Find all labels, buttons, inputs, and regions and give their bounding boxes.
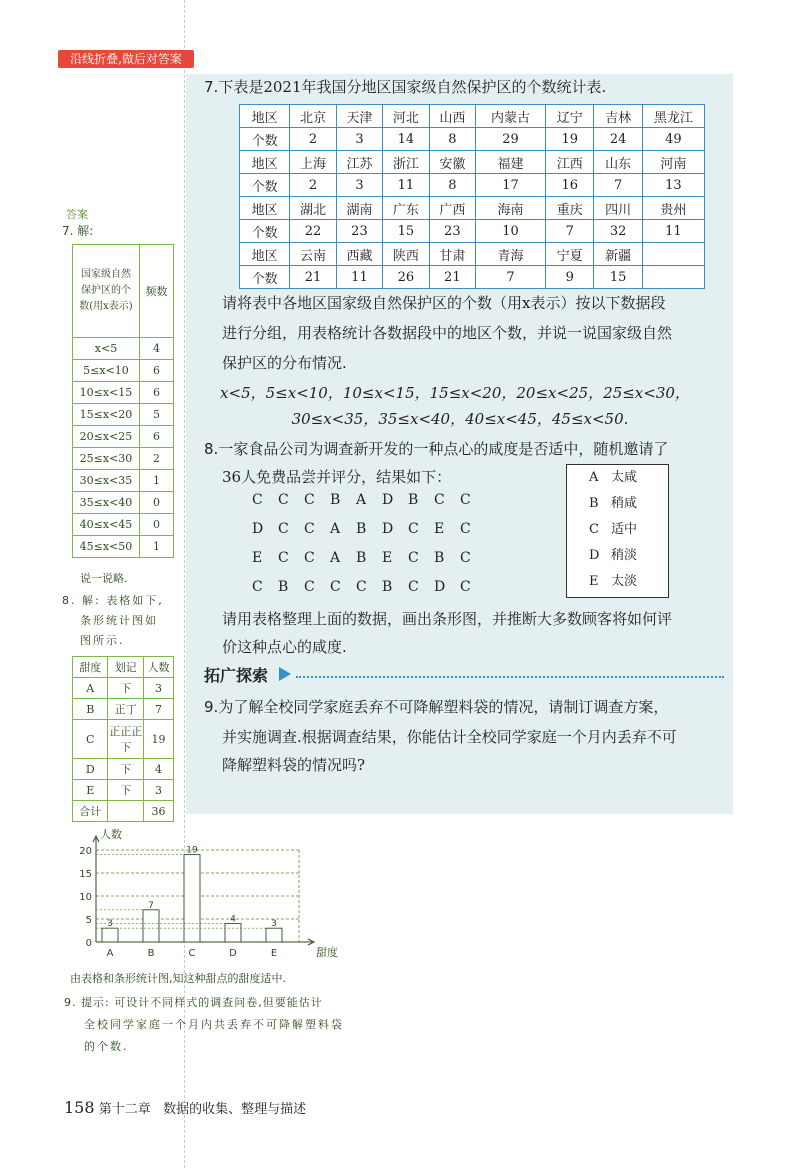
q8-grid-row — [252, 579, 486, 595]
q7-cell: 14 — [383, 128, 429, 151]
answer-7-row — [73, 426, 174, 448]
chart-data-label: 4 — [230, 914, 236, 925]
chart-data-label: 3 — [107, 919, 113, 930]
answer-8-cell: C — [73, 720, 108, 759]
answer-7-row — [73, 448, 174, 470]
answer-8-cell: 合计 — [73, 801, 108, 822]
q8-legend-item — [567, 465, 668, 491]
answer-8-conclusion: 由表格和条形统计图,知这种甜点的甜度适中. — [70, 972, 286, 985]
q8-grid-letter: D — [382, 521, 394, 537]
answer-7-frequency: 1 — [140, 536, 174, 558]
q8-grid-letter: C — [408, 550, 419, 566]
answer-8-cell: 下 — [108, 759, 143, 780]
chart-category-label: B — [147, 948, 155, 959]
q8-end-1: 请用表格整理上面的数据，画出条形图，并推断大多数顾客将如何评 — [222, 610, 673, 628]
q7-cell: 3 — [336, 128, 382, 151]
answer-8-cell: 正丁 — [108, 699, 143, 720]
q7-cell: 宁夏 — [546, 243, 594, 266]
q7-cell: 10 — [476, 220, 546, 243]
q8-grid-letter: A — [330, 521, 341, 537]
answer-8-cell: 3 — [143, 678, 173, 699]
q7-cell: 广西 — [429, 197, 475, 220]
q8-grid-letter: C — [330, 579, 341, 595]
answer-8-cell: 正正正下 — [108, 720, 143, 759]
answer-7-interval: 35≤x<40 — [73, 492, 140, 514]
q7-body-1: 请将表中各地区国家级自然保护区的个数（用x表示）按以下数据段 — [222, 294, 666, 312]
chart-category-label: A — [106, 948, 114, 959]
q8-legend-meaning: 稍咸 — [611, 496, 638, 511]
q7-cell: 17 — [476, 174, 546, 197]
fold-line — [184, 0, 185, 1168]
q7-intro-text: 下表是2021年我国分地区国家级自然保护区的个数统计表. — [218, 78, 607, 96]
chart-y-tick: 10 — [79, 892, 92, 903]
answer-8-header-row — [73, 657, 174, 678]
extension-dotted-line — [296, 676, 724, 678]
q8-legend-letter: B — [589, 496, 599, 511]
q7-cell: 河南 — [642, 151, 704, 174]
q8-grid-letter: B — [382, 579, 393, 595]
answer-7-interval: 40≤x<45 — [73, 514, 140, 536]
answer-8-cell: 3 — [143, 780, 173, 801]
answer-8-line-2: 条形统计图如 — [80, 614, 158, 627]
q8-grid-letter: B — [356, 521, 367, 537]
q8-grid-letter: C — [252, 579, 263, 595]
answer-9-line-3: 的个数. — [84, 1040, 129, 1053]
chart-category-label: C — [188, 948, 196, 959]
q7-cell: 8 — [429, 128, 475, 151]
q7-table-row — [240, 174, 705, 197]
q7-cell: 23 — [336, 220, 382, 243]
q7-cell: 16 — [546, 174, 594, 197]
q7-table-row — [240, 151, 705, 174]
q7-cell: 江苏 — [336, 151, 382, 174]
answer-7-frequency: 6 — [140, 426, 174, 448]
q9-line-1-text: 为了解全校同学家庭丢弃不可降解塑料袋的情况，请制订调查方案， — [218, 698, 669, 716]
chart-bar — [225, 924, 241, 942]
q8-grid-row — [252, 521, 486, 537]
q7-cell: 江西 — [546, 151, 594, 174]
q7-cell: 2 — [290, 174, 336, 197]
chart-y-tick: 20 — [79, 846, 92, 857]
q7-cell: 河北 — [383, 105, 429, 128]
answer-7-interval: 30≤x<35 — [73, 470, 140, 492]
fold-banner: 沿线折叠,做后对答案 — [58, 50, 194, 68]
chart-x-label: 甜度 — [316, 946, 338, 959]
q7-cell: 3 — [336, 174, 382, 197]
answer-8-cell: E — [73, 780, 108, 801]
q8-legend-item — [567, 517, 668, 543]
q7-cell: 11 — [383, 174, 429, 197]
q7-cell — [642, 266, 704, 289]
answer-8-cell: 4 — [143, 759, 173, 780]
q8-grid-letter: C — [460, 492, 471, 508]
page-footer — [64, 1098, 306, 1117]
q8-grid-letter: C — [356, 579, 367, 595]
q8-grid-letter: C — [408, 579, 419, 595]
q7-cell: 21 — [429, 266, 475, 289]
q7-cell: 西藏 — [336, 243, 382, 266]
answer-7-row — [73, 514, 174, 536]
answer-8-cell: 甜度 — [73, 657, 108, 678]
answer-7-header-left-2: 保护区的个 — [81, 285, 131, 296]
q8-grid-letter: D — [382, 492, 394, 508]
q8-grid-letter: C — [460, 521, 471, 537]
chart-data-label: 19 — [186, 845, 198, 856]
answer-8-cell: 19 — [143, 720, 173, 759]
q7-cell: 湖南 — [336, 197, 382, 220]
q8-grid-letter: C — [252, 492, 263, 508]
q7-row-label: 地区 — [240, 105, 290, 128]
q7-row-label: 个数 — [240, 220, 290, 243]
chart-category-label: D — [229, 948, 237, 959]
q8-grid-letter: D — [252, 521, 264, 537]
q7-intervals-2: 30≤x<35，35≤x<40，40≤x<45，45≤x<50. — [291, 410, 629, 428]
answer-8-cell: 36 — [143, 801, 173, 822]
q8-legend-meaning: 太咸 — [611, 470, 638, 485]
q7-row-label: 地区 — [240, 197, 290, 220]
q7-cell: 福建 — [476, 151, 546, 174]
q7-cell: 11 — [336, 266, 382, 289]
q7-cell: 辽宁 — [546, 105, 594, 128]
chart-data-label: 7 — [148, 900, 154, 911]
answer-7-row — [73, 492, 174, 514]
answer-8-bar-chart — [64, 826, 344, 968]
answer-7-header-left-3: 数(用x表示) — [79, 301, 133, 312]
q7-cell: 15 — [594, 266, 642, 289]
q7-cell: 29 — [476, 128, 546, 151]
answer-7-interval: 15≤x<20 — [73, 404, 140, 426]
q9-number: 9. — [204, 698, 219, 716]
answer-7-frequency: 6 — [140, 360, 174, 382]
q7-body-2: 进行分组，用表格统计各数据段中的地区个数，并说一说国家级自然 — [222, 324, 673, 342]
q8-grid-letter: E — [252, 550, 263, 566]
q7-body-3: 保护区的分布情况. — [222, 354, 347, 372]
q7-cell: 青海 — [476, 243, 546, 266]
extension-title: 拓广探索 — [204, 666, 269, 685]
q7-table-row — [240, 128, 705, 151]
q8-legend-letter: D — [589, 548, 600, 563]
q7-cell: 贵州 — [642, 197, 704, 220]
q8-grid-letter: C — [278, 492, 289, 508]
q8-grid-letter: B — [408, 492, 419, 508]
q7-table-row — [240, 243, 705, 266]
q7-cell: 21 — [290, 266, 336, 289]
q8-line-2: 36人免费品尝并评分，结果如下： — [222, 468, 452, 486]
answer-8-cell: 人数 — [143, 657, 173, 678]
answer-7-interval: 10≤x<15 — [73, 382, 140, 404]
q7-cell: 天津 — [336, 105, 382, 128]
q7-cell: 山东 — [594, 151, 642, 174]
q7-table-row — [240, 220, 705, 243]
q7-table — [239, 104, 705, 289]
q8-legend-meaning: 太淡 — [611, 574, 638, 589]
answer-7-interval: 45≤x<50 — [73, 536, 140, 558]
q8-grid-letter: C — [304, 492, 315, 508]
q7-number: 7. — [204, 78, 219, 96]
answer-7-header-right: 频数 — [140, 245, 174, 338]
answer-7-row — [73, 536, 174, 558]
q8-grid-letter: E — [434, 521, 445, 537]
q7-cell: 湖北 — [290, 197, 336, 220]
q7-cell: 26 — [383, 266, 429, 289]
q7-cell: 内蒙古 — [476, 105, 546, 128]
q8-grid-letter: C — [304, 579, 315, 595]
q7-cell: 重庆 — [546, 197, 594, 220]
q8-grid-letter: C — [434, 492, 445, 508]
q7-intro — [204, 72, 606, 102]
q7-cell: 15 — [383, 220, 429, 243]
q7-cell: 23 — [429, 220, 475, 243]
answer-8-row — [73, 699, 174, 720]
q7-table-row — [240, 105, 705, 128]
q8-grid-letter: C — [278, 550, 289, 566]
chart-category-label: E — [270, 948, 278, 959]
q8-number: 8. — [204, 440, 219, 458]
q7-row-label: 地区 — [240, 243, 290, 266]
answer-8-cell: A — [73, 678, 108, 699]
q8-grid-letter: C — [460, 550, 471, 566]
q8-line-1-text: 一家食品公司为调查新开发的一种点心的咸度是否适中，随机邀请了 — [218, 440, 669, 458]
q7-cell: 浙江 — [383, 151, 429, 174]
q7-table-row — [240, 197, 705, 220]
q7-cell: 22 — [290, 220, 336, 243]
q9-line-1 — [204, 692, 668, 722]
answer-7-row — [73, 404, 174, 426]
q8-legend-letter: A — [589, 470, 599, 485]
answer-9-line-1: 9. 提示: 可设计不同样式的调查问卷,但要能估计 — [64, 996, 323, 1009]
q7-cell: 9 — [546, 266, 594, 289]
answer-7-frequency: 5 — [140, 404, 174, 426]
q8-grid-letter: E — [382, 550, 393, 566]
chart-data-label: 3 — [271, 919, 277, 930]
answer-7-frequency: 0 — [140, 514, 174, 536]
q8-line-1 — [204, 434, 668, 464]
q8-legend-letter: E — [589, 574, 599, 589]
q8-legend-letter: C — [589, 522, 599, 537]
chart-bar — [184, 855, 200, 942]
answer-8-total-row — [73, 801, 174, 822]
answers-heading: 答案 — [66, 208, 88, 221]
q8-grid-letter: C — [408, 521, 419, 537]
answer-7-table — [72, 244, 174, 558]
answer-8-cell: D — [73, 759, 108, 780]
q7-row-label: 个数 — [240, 128, 290, 151]
q9-line-2: 并实施调查.根据调查结果，你能估计全校同学家庭一个月内丢弃不可 — [222, 728, 677, 746]
answer-8-cell: 7 — [143, 699, 173, 720]
chart-bar — [102, 928, 118, 942]
q8-grid-letter: A — [356, 492, 367, 508]
answer-7-row — [73, 470, 174, 492]
q7-cell: 北京 — [290, 105, 336, 128]
q7-cell: 2 — [290, 128, 336, 151]
extension-arrow-icon — [279, 667, 291, 681]
answer-9-line-2: 全校同学家庭一个月内共丢弃不可降解塑料袋 — [84, 1018, 344, 1031]
q7-cell — [642, 243, 704, 266]
chart-bar — [266, 928, 282, 942]
answer-8-cell: 下 — [108, 780, 143, 801]
answer-7-frequency: 1 — [140, 470, 174, 492]
answer-7-frequency: 6 — [140, 382, 174, 404]
q8-grid-letter: B — [330, 492, 341, 508]
answer-8-cell — [108, 801, 143, 822]
q7-cell: 黑龙江 — [642, 105, 704, 128]
q7-cell: 甘肃 — [429, 243, 475, 266]
q8-grid-letter: B — [434, 550, 445, 566]
answer-7-row — [73, 382, 174, 404]
answer-8-table — [72, 656, 174, 822]
q8-legend — [566, 464, 669, 598]
answer-7-note: 说一说略. — [80, 572, 128, 585]
q8-grid-letter: C — [278, 521, 289, 537]
q8-legend-item — [567, 569, 668, 595]
q7-cell: 新疆 — [594, 243, 642, 266]
answer-8-line-1: 8. 解: 表格如下, — [62, 594, 164, 607]
q7-row-label: 个数 — [240, 174, 290, 197]
q8-grid-letter: B — [356, 550, 367, 566]
answer-8-cell: 下 — [108, 678, 143, 699]
q7-cell: 7 — [594, 174, 642, 197]
q7-cell: 11 — [642, 220, 704, 243]
answer-7-label: 7. 解: — [62, 224, 94, 238]
q7-cell: 19 — [546, 128, 594, 151]
q8-grid-letter: C — [460, 579, 471, 595]
chart-y-tick: 0 — [85, 938, 92, 949]
answer-7-row — [73, 360, 174, 382]
answer-7-frequency: 4 — [140, 338, 174, 360]
page-number: 158 — [64, 1098, 95, 1117]
q8-grid-letter: B — [278, 579, 289, 595]
answer-8-cell: B — [73, 699, 108, 720]
q7-cell: 上海 — [290, 151, 336, 174]
q7-row-label: 地区 — [240, 151, 290, 174]
answer-7-frequency: 2 — [140, 448, 174, 470]
q7-cell: 陕西 — [383, 243, 429, 266]
chart-y-tick: 5 — [85, 915, 92, 926]
q7-row-label: 个数 — [240, 266, 290, 289]
q7-cell: 云南 — [290, 243, 336, 266]
q7-cell: 7 — [476, 266, 546, 289]
q8-grid-row — [252, 492, 486, 508]
answer-8-row — [73, 678, 174, 699]
answer-7-interval: 5≤x<10 — [73, 360, 140, 382]
q7-intervals-1: x<5，5≤x<10，10≤x<15，15≤x<20，20≤x<25，25≤x<30， — [220, 384, 690, 402]
answer-7-header-left — [73, 245, 140, 338]
q7-cell: 8 — [429, 174, 475, 197]
q8-grid-letter: C — [304, 521, 315, 537]
q8-grid-letter: C — [304, 550, 315, 566]
answer-7-interval: 20≤x<25 — [73, 426, 140, 448]
q7-cell: 海南 — [476, 197, 546, 220]
q8-end-2: 价这种点心的咸度. — [222, 638, 347, 656]
answer-8-cell: 划记 — [108, 657, 143, 678]
q8-legend-meaning: 稍淡 — [611, 548, 638, 563]
q8-legend-item — [567, 491, 668, 517]
answer-8-line-3: 图所示. — [80, 634, 125, 647]
chart-bar — [143, 910, 159, 942]
answer-7-interval: x<5 — [73, 338, 140, 360]
q7-cell: 32 — [594, 220, 642, 243]
answer-8-row — [73, 780, 174, 801]
q7-cell: 7 — [546, 220, 594, 243]
q7-cell: 49 — [642, 128, 704, 151]
q8-legend-item — [567, 543, 668, 569]
q7-cell: 吉林 — [594, 105, 642, 128]
chart-y-label: 人数 — [100, 828, 122, 841]
answer-7-header-left-1: 国家级自然 — [81, 269, 131, 280]
q7-cell: 24 — [594, 128, 642, 151]
q8-grid-row — [252, 550, 486, 566]
q7-table-row — [240, 266, 705, 289]
q8-grid-letter: D — [434, 579, 446, 595]
answer-8-row — [73, 759, 174, 780]
answer-7-row — [73, 338, 174, 360]
q7-cell: 安徽 — [429, 151, 475, 174]
answer-8-row — [73, 720, 174, 759]
q8-grid-letter: A — [330, 550, 341, 566]
q7-cell: 山西 — [429, 105, 475, 128]
q7-cell: 四川 — [594, 197, 642, 220]
chart-y-tick: 15 — [79, 869, 92, 880]
q7-cell: 13 — [642, 174, 704, 197]
q9-line-3: 降解塑料袋的情况吗? — [222, 756, 366, 774]
q8-legend-meaning: 适中 — [611, 522, 638, 537]
chapter-label: 第十二章 — [98, 1102, 151, 1117]
answer-7-interval: 25≤x<30 — [73, 448, 140, 470]
q7-cell: 广东 — [383, 197, 429, 220]
chapter-title: 数据的收集、整理与描述 — [163, 1102, 307, 1117]
answer-7-frequency: 0 — [140, 492, 174, 514]
